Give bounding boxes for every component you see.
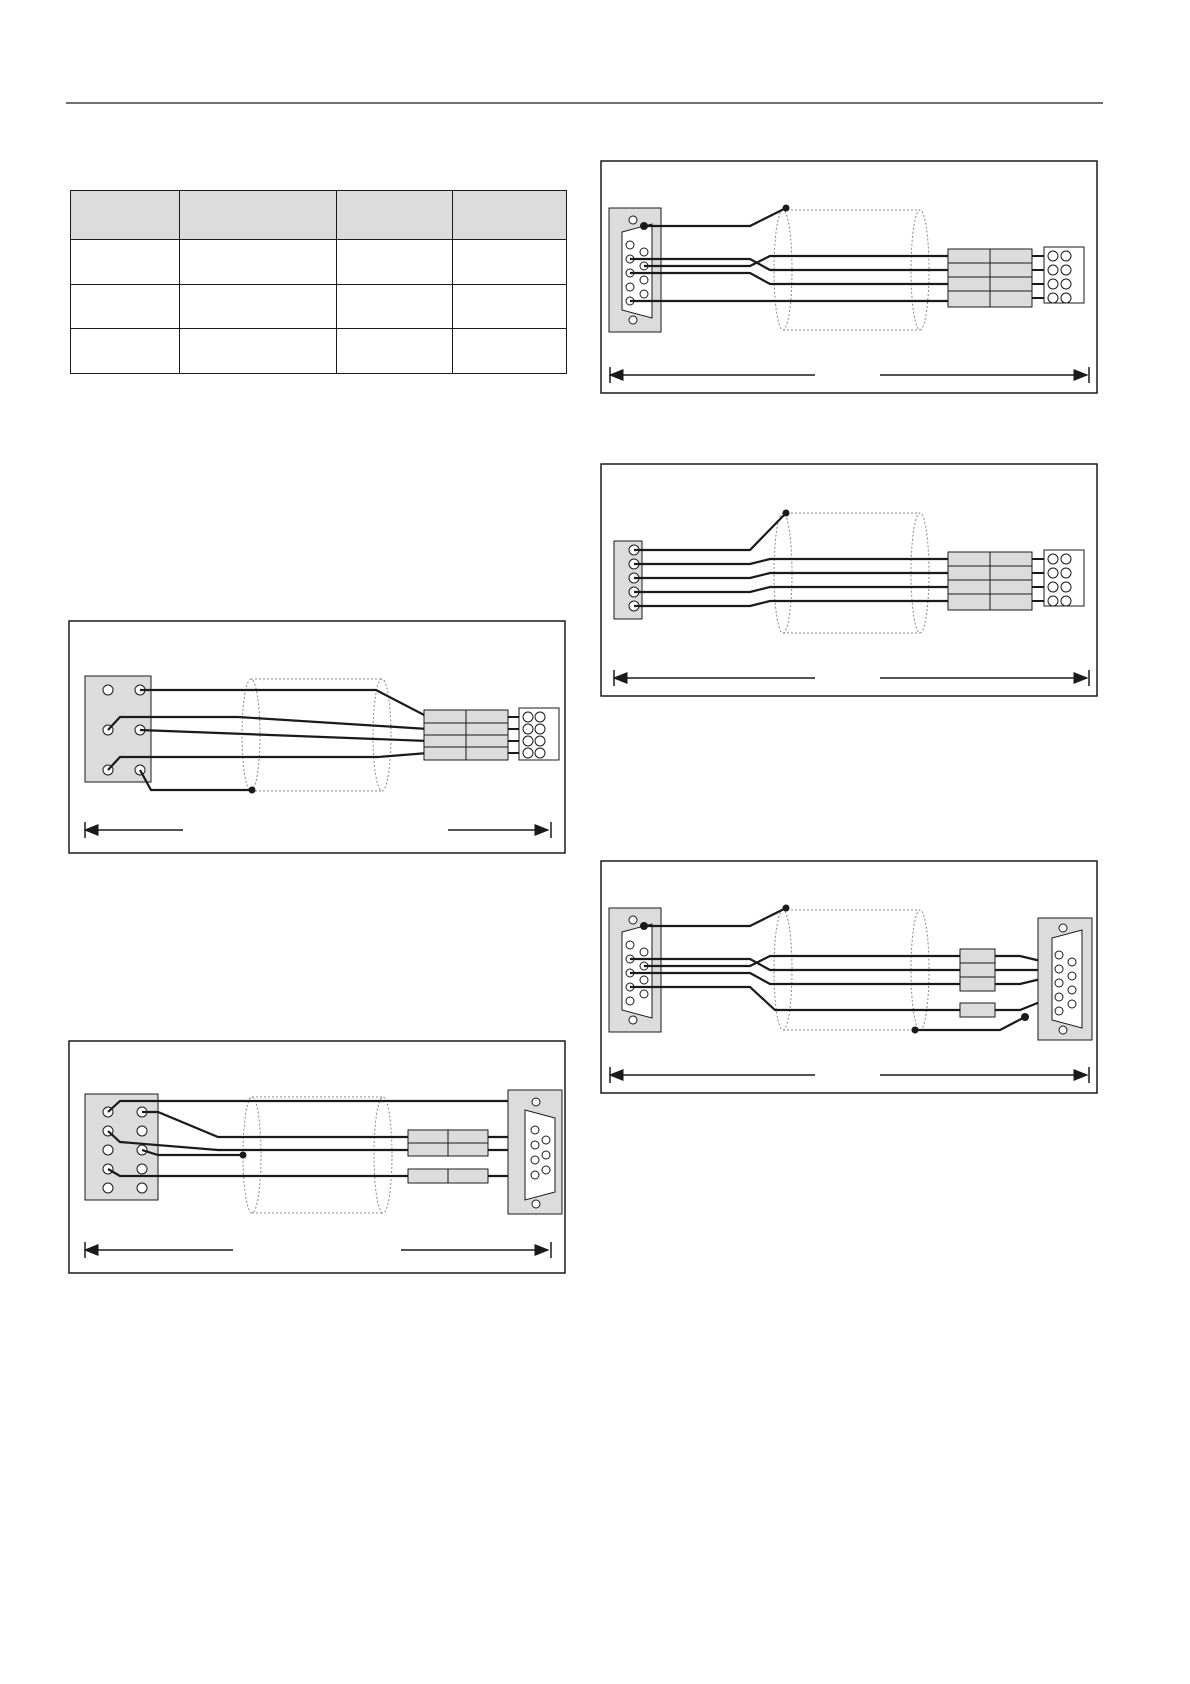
cable-ferrules (424, 710, 520, 760)
table-header-cell (71, 191, 180, 240)
shield-ground-point (783, 510, 790, 517)
dsub9-connector-right (1038, 918, 1092, 1040)
shield-ground-point (912, 1027, 919, 1034)
terminal-block (519, 708, 559, 760)
table-header-cell (453, 191, 567, 240)
cable-ferrules (948, 552, 1045, 610)
table-cell (337, 329, 453, 374)
cable-ferrules (408, 1130, 488, 1183)
table-cell (180, 240, 337, 285)
wiring-diagram-terminal-6-to-terminal-block (68, 620, 566, 854)
dsub9-connector (508, 1090, 562, 1214)
pin-contact (640, 922, 648, 930)
table-header-row (71, 191, 567, 240)
table-cell (453, 240, 567, 285)
table-cell (71, 329, 180, 374)
table-row (71, 240, 567, 285)
diagram-frame (601, 861, 1097, 1093)
table-cell (71, 284, 180, 329)
terminal-block (1044, 550, 1084, 606)
terminal-connector-10 (85, 1094, 158, 1200)
shield-ground-point (240, 1152, 247, 1159)
cable-ferrules (948, 249, 1045, 307)
spec-table (70, 190, 567, 374)
screw-terminal-connector (614, 541, 642, 619)
table-header-cell (337, 191, 453, 240)
table-cell (180, 329, 337, 374)
header-rule (0, 0, 1190, 120)
table-header-cell (180, 191, 337, 240)
wiring-diagram-screw-terminal-to-terminal-block (600, 463, 1098, 697)
table-cell (337, 284, 453, 329)
wiring-diagram-dsub9-to-dsub9 (600, 860, 1098, 1094)
table-cell (453, 284, 567, 329)
table-cell (180, 284, 337, 329)
shield-ground-point (783, 205, 790, 212)
table-cell (71, 240, 180, 285)
table-cell (453, 329, 567, 374)
table-cell (337, 240, 453, 285)
terminal-block (1044, 247, 1084, 303)
table-row (71, 284, 567, 329)
pin-contact (640, 222, 648, 230)
shield-ground-point (249, 787, 256, 794)
wiring-diagram-dsub9-to-terminal-block-a (600, 160, 1098, 394)
pin-contact (1021, 1013, 1029, 1021)
shield-ground-point (783, 905, 790, 912)
cable-ferrules (960, 949, 995, 1017)
table-row (71, 329, 567, 374)
wiring-diagram-terminal-10-to-dsub9 (68, 1040, 566, 1274)
